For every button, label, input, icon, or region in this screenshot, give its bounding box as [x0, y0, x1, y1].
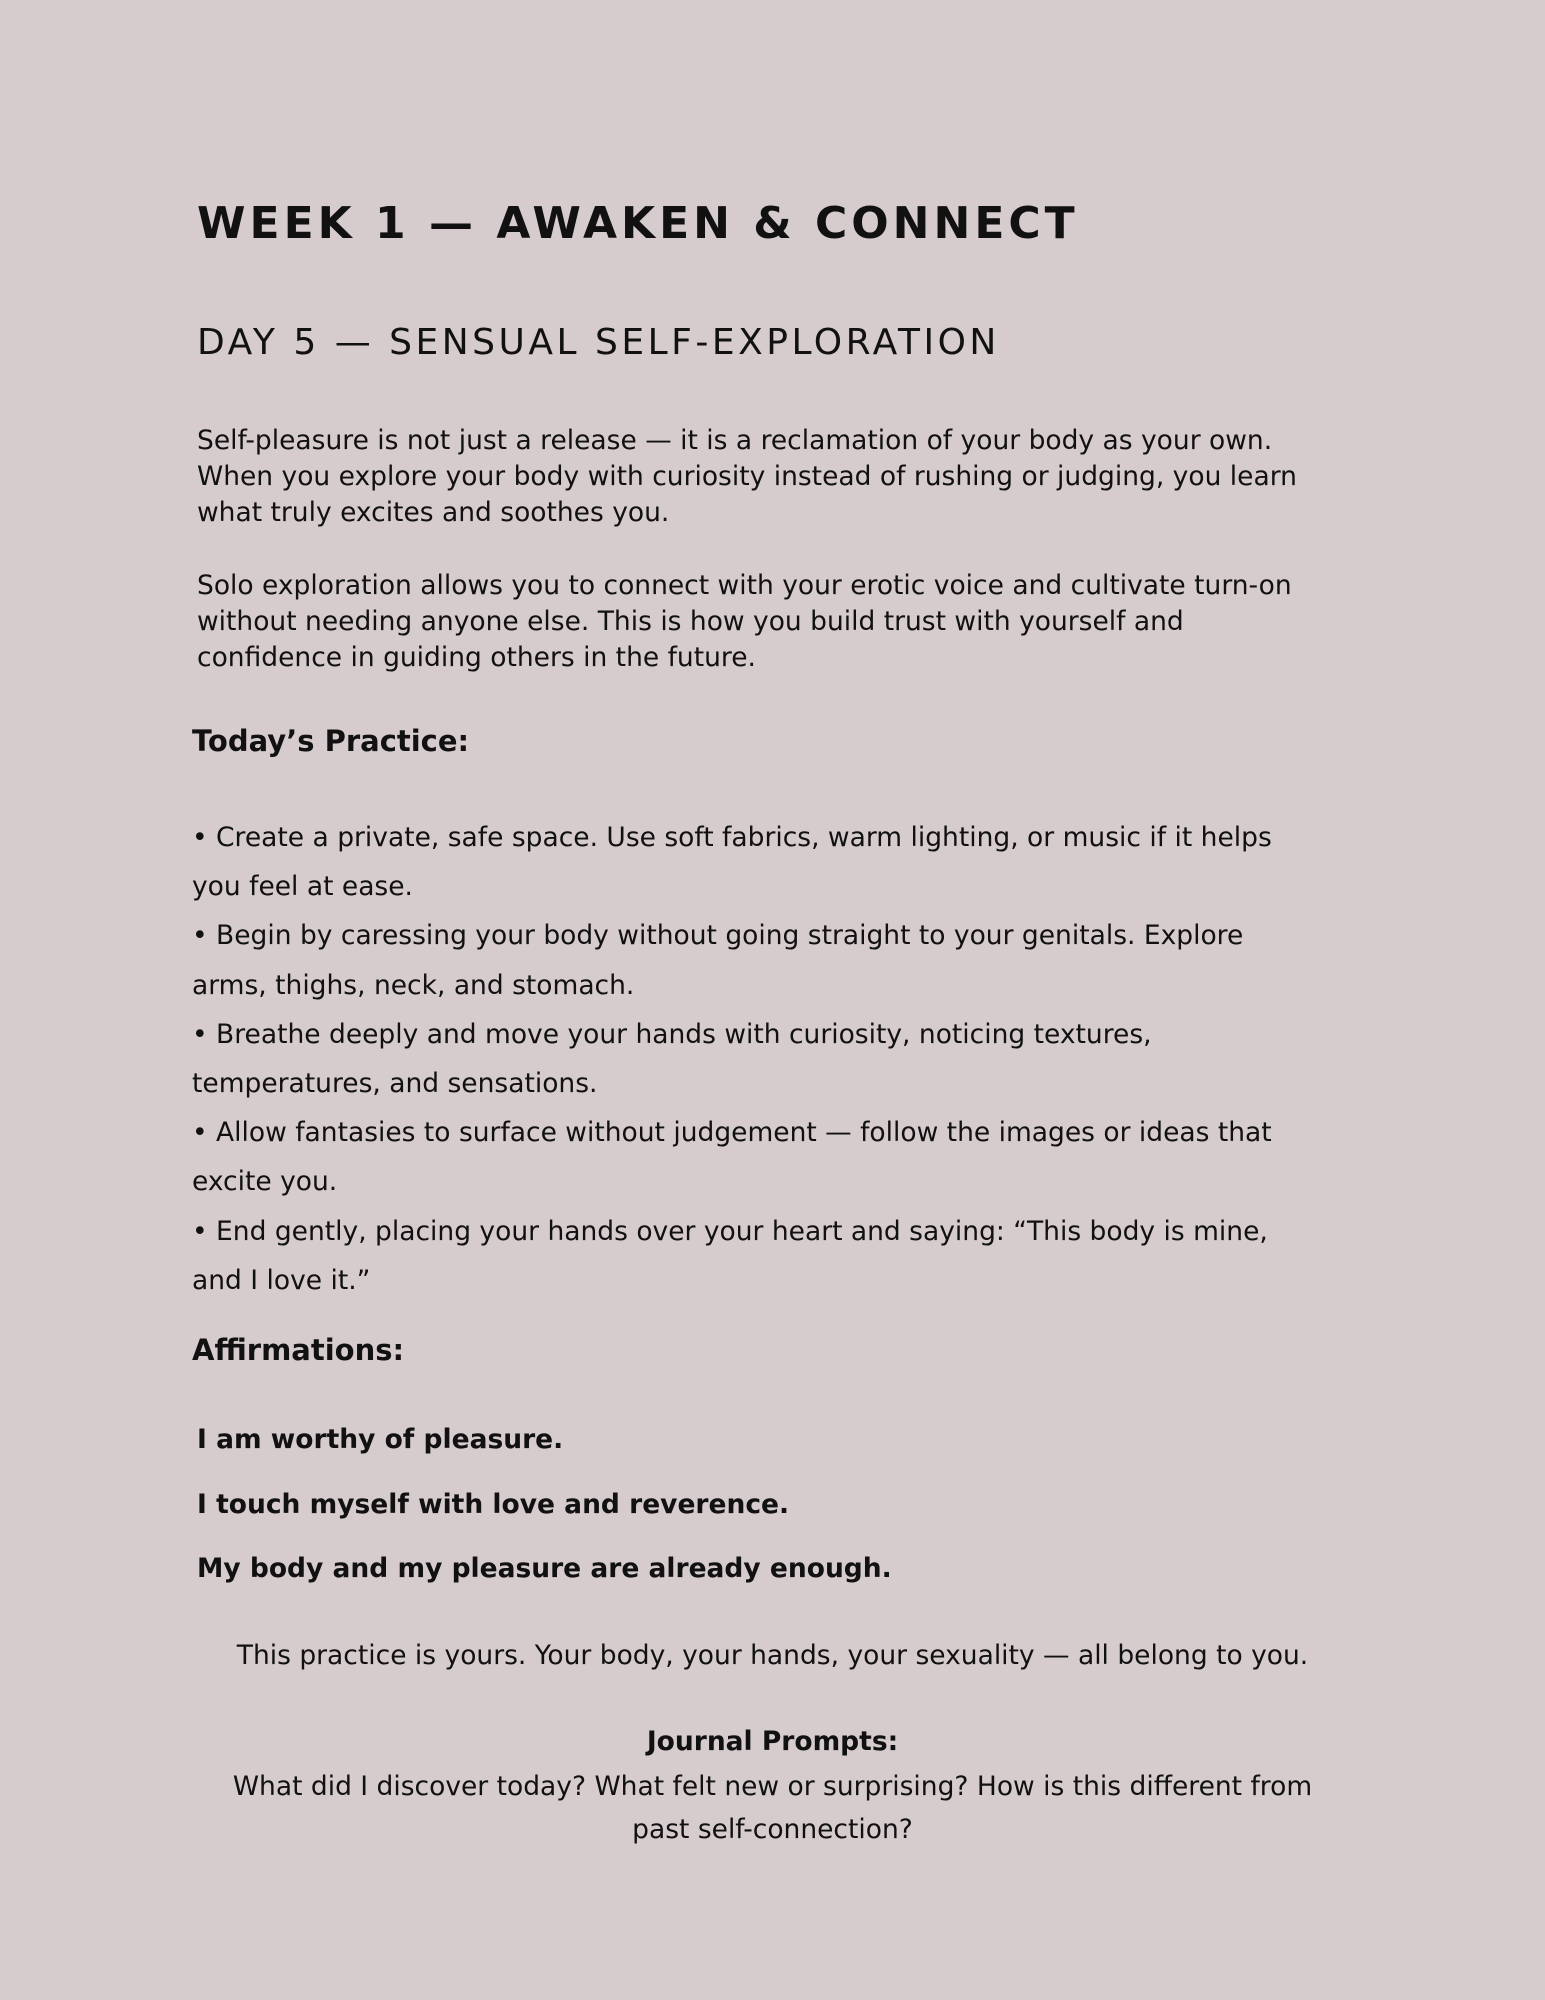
affirmation-item: My body and my pleasure are already enough.	[197, 1553, 892, 1584]
journal-line: What did I discover today? What felt new or surprising? How is this different from	[232, 1771, 1313, 1802]
intro-paragraph-2	[197, 568, 1397, 676]
week-title: WEEK 1 — AWAKEN & CONNECT	[197, 198, 1079, 249]
journal-heading: Journal Prompts:	[646, 1726, 899, 1757]
intro-paragraph-1	[197, 423, 1397, 531]
affirmations-heading: Affirmations:	[192, 1333, 405, 1367]
affirmations-list	[197, 1420, 892, 1614]
intro-line: without needing anyone else. This is how you build trust with yourself and	[197, 606, 1184, 637]
practice-line: • Breathe deeply and move your hands with curiosity, noticing textures,	[192, 1018, 1152, 1050]
practice-line: • Allow fantasies to surface without judgement — follow the images or ideas that	[192, 1117, 1272, 1149]
practice-heading: Today’s Practice:	[192, 724, 470, 758]
practice-line: • Begin by caressing your body without going straight to your genitals. Explore	[192, 920, 1244, 952]
affirmation-item: I am worthy of pleasure.	[197, 1424, 564, 1455]
intro-line: Solo exploration allows you to connect with your erotic voice and cultivate turn-on	[197, 570, 1292, 601]
closing-statement: This practice is yours. Your body, your hands, your sexuality — all belong to you.	[236, 1640, 1309, 1671]
practice-line: and I love it.”	[192, 1264, 371, 1296]
practice-line: • Create a private, safe space. Use soft fabrics, warm lighting, or music if it helps	[192, 822, 1272, 853]
practice-line: excite you.	[192, 1166, 338, 1198]
intro-line: Self-pleasure is not just a release — it is a reclamation of your body as your own.	[197, 425, 1273, 456]
practice-line: • End gently, placing your hands over your heart and saying: “This body is mine,	[192, 1215, 1268, 1247]
practice-list	[192, 813, 1442, 1305]
journal-prompts	[0, 1765, 1545, 1851]
practice-line: you feel at ease.	[192, 871, 413, 903]
intro-line: confidence in guiding others in the future.	[197, 642, 756, 673]
journal-line: past self-connection?	[632, 1814, 913, 1845]
intro-line: When you explore your body with curiosity instead of rushing or judging, you learn	[197, 461, 1297, 492]
day-title: DAY 5 — SENSUAL SELF-EXPLORATION	[197, 322, 1000, 363]
affirmation-item: I touch myself with love and reverence.	[197, 1488, 790, 1520]
intro-line: what truly excites and soothes you.	[197, 497, 670, 528]
practice-line: arms, thighs, neck, and stomach.	[192, 969, 635, 1001]
practice-line: temperatures, and sensations.	[192, 1068, 598, 1100]
